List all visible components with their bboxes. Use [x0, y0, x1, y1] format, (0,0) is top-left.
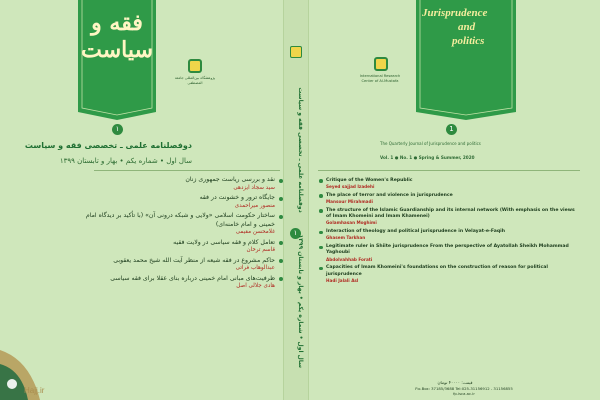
- article-author: عبدالوهاب فراتی: [235, 265, 275, 271]
- title-line-2: and: [458, 21, 476, 33]
- english-table-of-contents: [318, 178, 580, 287]
- article-author: هادی جلالی اصل: [236, 283, 275, 289]
- english-logo-caption: International Research Center of Al-Mustafa: [359, 74, 401, 83]
- list-item: [74, 275, 284, 291]
- spine-logo-icon: [290, 46, 302, 58]
- article-title: Critique of the Women's Republic: [318, 178, 580, 184]
- english-volume-info: Vol. 1 ● No. 1 ● Spring & Summer, 2020: [380, 155, 475, 160]
- article-title: Interaction of theology and political jurisprudence in Velayat-e-Faqih: [318, 229, 580, 235]
- article-title: جایگاه ترور و خشونت در فقه: [74, 194, 284, 203]
- article-author: Hadi Jalali Asl: [326, 277, 359, 283]
- article-title: Legitimate ruler in Shiite jurisprudence From the perspective of Ayatollah Sheikh Mohammad Yaghoubi: [318, 244, 580, 256]
- list-item: [318, 244, 580, 262]
- list-item: [318, 193, 580, 205]
- list-item: [74, 176, 284, 192]
- title-line-3: politics: [452, 35, 485, 47]
- english-journal-title: [422, 6, 518, 48]
- persian-header: [2, 140, 192, 167]
- article-title: ظرفیت‌های مبانی امام خمینی درباره بنای عقلا برای فقه سیاسی: [74, 275, 284, 284]
- divider: [94, 170, 280, 171]
- english-subtitle: The Quarterly Journal of Jurisprudence and politics: [380, 141, 481, 146]
- persian-journal-type: دوفصلنامه علمی ـ تخصصی فقه و سیاست: [24, 141, 192, 150]
- article-title: The structure of the Islamic Guardianship and its internal network (With emphasis on the views of Imam Khomeini and Imam Khamenei): [318, 208, 580, 220]
- price-label: قیمت: ۴۰۰۰۰ تومان: [437, 380, 473, 385]
- list-item: [318, 229, 580, 241]
- list-item: [318, 265, 580, 283]
- article-author: Abdolvahhab Forati: [326, 256, 373, 262]
- article-title: The place of terror and violence in jurisprudence: [318, 193, 580, 199]
- divider: [318, 170, 580, 171]
- spine-issue-text: سال اول • شماره یکم • بهار و تابستان ۱۳۹۹: [297, 234, 304, 368]
- article-author: Ghasem Tarkhan: [326, 235, 366, 241]
- persian-journal-title: فقه و سیاست: [81, 10, 153, 63]
- website-url: fp.isca.ac.ir: [453, 391, 475, 396]
- article-title: ساختار حکومت اسلامی «ولایی و شبکه درونی آن» (با تأکید بر دیدگاه امام خمینی و امام خامنه‌ای): [74, 212, 284, 229]
- persian-table-of-contents: [74, 176, 284, 293]
- english-banner: [416, 0, 516, 120]
- article-title: Capacities of Imam Khomeini's foundations on the construction of reason for political jurisprudence: [318, 265, 580, 277]
- article-title: حاکم مشروع در فقه شیعه از منظر آیت الله شیخ محمد یعقوبی: [74, 257, 284, 266]
- article-author: Seyed sajjad Izadehi: [326, 184, 375, 190]
- article-author: قاسم ترخان: [246, 247, 275, 253]
- article-author: Mansour Mirahmadi: [326, 199, 373, 205]
- contact-info: P.o.Box: 37185/3688 Tel:025-31156912 - 31156855: [415, 386, 513, 391]
- article-title: نقد و بررسی ریاست جمهوری زنان: [74, 176, 284, 185]
- spine-issue-badge: ۱: [290, 228, 301, 239]
- title-line-1: Jurisprudence: [422, 7, 488, 19]
- english-publisher-logo-icon: [374, 57, 388, 71]
- persian-banner: [78, 0, 156, 120]
- persian-logo-caption: پژوهشگاه بین‌المللی جامعة المصطفی: [174, 76, 216, 85]
- list-item: [74, 257, 284, 273]
- article-title: تعامل کلام و فقه سیاسی در ولایت فقیه: [74, 239, 284, 248]
- english-issue-badge: 1: [446, 124, 457, 135]
- article-author: منصور میراحمدی: [234, 202, 275, 209]
- persian-issue-info: سال اول • شماره یکم • بهار و تابستان ۱۳۹۹: [59, 157, 192, 165]
- persian-issue-badge: ۱: [112, 124, 123, 135]
- list-item: [318, 178, 580, 190]
- list-item: [74, 212, 284, 237]
- spine-title-text: دوفصلنامه علمی ـ تخصصی فقه و سیاست: [297, 87, 304, 213]
- persian-publisher-logo-icon: [188, 59, 202, 73]
- spine-issue: [296, 234, 304, 368]
- article-author: سید سجاد ایزدهی: [233, 184, 275, 191]
- list-item: [318, 208, 580, 226]
- list-item: [74, 239, 284, 255]
- list-item: [74, 194, 284, 210]
- article-author: Golamhasan Moghimi: [326, 220, 377, 226]
- article-author: غلامحسن مقیمی: [235, 229, 275, 235]
- watermark-site: Hajj.ir: [24, 386, 45, 395]
- spine-title: [296, 70, 304, 230]
